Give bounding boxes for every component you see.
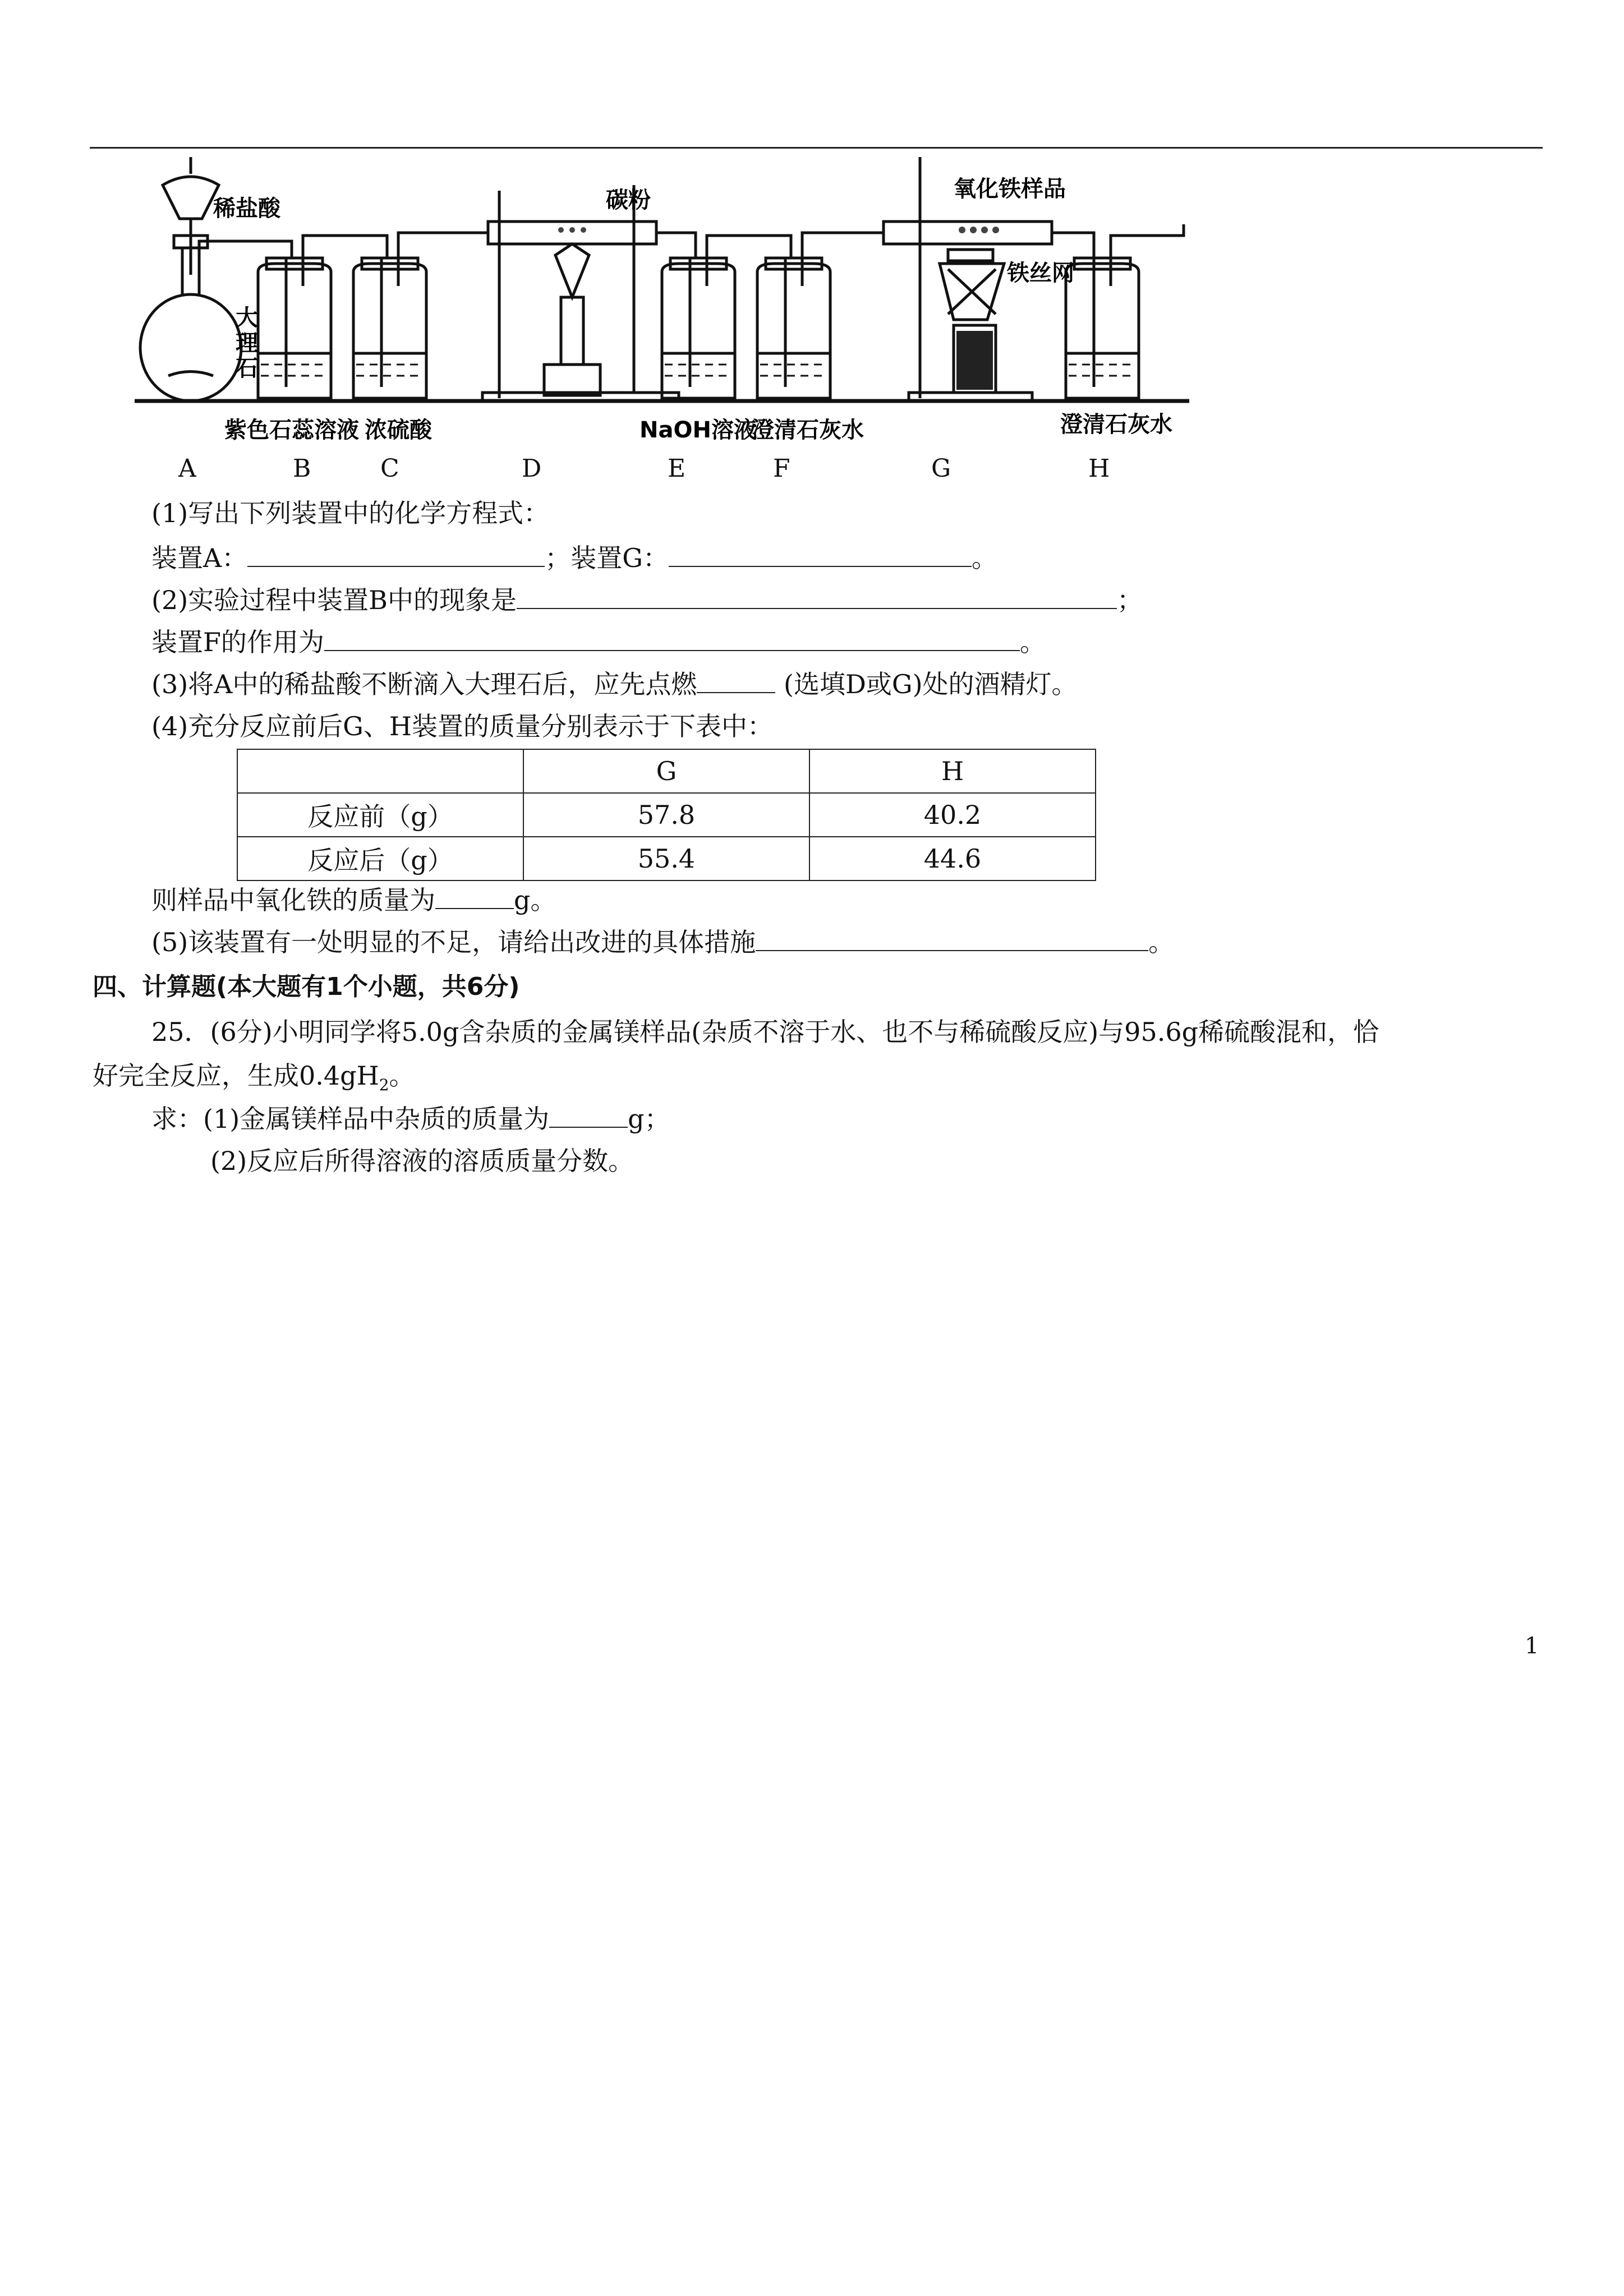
- label-litmus: 紫色石蕊溶液: [224, 417, 359, 443]
- table-cell: 反应前（g）: [237, 793, 523, 837]
- apparatus-diagram: [129, 151, 1195, 465]
- q25-line1: 25．(6分)小明同学将5.0g含杂质的金属镁样品(杂质不溶于水、也不与稀硫酸反应)与95.6g稀硫酸混和，恰: [151, 1017, 1379, 1047]
- q1-title: (1)写出下列装置中的化学方程式：: [151, 498, 550, 528]
- header-rule: [90, 147, 1543, 149]
- q3-blank[interactable]: [697, 668, 775, 693]
- q3-line: [151, 667, 1078, 701]
- q25-ask1-blank[interactable]: [549, 1103, 628, 1128]
- letter-b: B: [293, 454, 311, 483]
- page-number: 1: [1525, 1633, 1539, 1659]
- q2-purpose-text: 装置F的作用为: [151, 627, 324, 657]
- q25-ask1-text: 求：(1)金属镁样品中杂质的质量为: [151, 1104, 550, 1134]
- letter-g: G: [931, 454, 951, 483]
- table-row: [237, 793, 1096, 837]
- letter-c: C: [380, 454, 399, 483]
- table-header-cell: G: [523, 749, 809, 793]
- q2-phenomenon-text: (2)实验过程中装置B中的现象是: [151, 585, 517, 615]
- label-conc-sulfuric: 浓硫酸: [365, 417, 432, 443]
- table-cell: 55.4: [523, 837, 809, 880]
- label-limewater-f: 澄清石灰水: [752, 417, 864, 443]
- letter-f: F: [773, 454, 790, 483]
- q1-device-a-blank[interactable]: [247, 542, 545, 567]
- label-marble-3: 石: [236, 356, 258, 381]
- q1-device-g-label: ；装置G：: [545, 543, 669, 573]
- q2-line2-end: 。: [1019, 627, 1046, 657]
- q3-text-before: (3)将A中的稀盐酸不断滴入大理石后，应先点燃: [151, 669, 697, 699]
- table-cell: 57.8: [523, 793, 809, 837]
- q2-line2: [151, 625, 1046, 659]
- mass-table: [237, 749, 1096, 881]
- q1-end: 。: [971, 543, 997, 573]
- q5-text: (5)该装置有一处明显的不足，请给出改进的具体措施: [151, 927, 756, 957]
- q1-answer-line: [151, 541, 997, 575]
- q4-result-text: 则样品中氧化铁的质量为: [151, 885, 435, 915]
- q25-line2: [93, 1059, 415, 1102]
- q25-ask1-unit: g；: [628, 1104, 670, 1134]
- label-carbon-powder: 碳粉: [606, 187, 651, 213]
- q4-result-unit: g。: [514, 885, 556, 915]
- q2-line1: [151, 583, 1143, 617]
- table-header-cell: H: [809, 749, 1096, 793]
- table-cell: 44.6: [809, 837, 1096, 880]
- apparatus-letters: [0, 454, 1624, 488]
- letter-h: H: [1088, 454, 1110, 483]
- q2-purpose-blank[interactable]: [324, 626, 1020, 651]
- table-header-cell: [237, 749, 523, 793]
- flask-a: [140, 294, 241, 401]
- table-row: [237, 837, 1096, 880]
- q1-device-g-blank[interactable]: [669, 542, 972, 567]
- section-heading: 四、计算题(本大题有1个小题，共6分): [93, 972, 520, 1001]
- q5-line: [151, 925, 1174, 959]
- q25-line2-end: 。: [389, 1061, 415, 1091]
- letter-e: E: [668, 454, 686, 483]
- label-wire-gauze: 铁丝网: [1007, 260, 1074, 286]
- table-cell: 反应后（g）: [237, 837, 523, 880]
- q2-phenomenon-blank[interactable]: [517, 584, 1117, 609]
- q4-result-line: [151, 883, 556, 917]
- q3-text-after: (选填D或G)处的酒精灯。: [784, 669, 1078, 699]
- q5-blank[interactable]: [756, 926, 1148, 951]
- q1-device-a-label: 装置A：: [151, 543, 248, 573]
- q25-line2-text: 好完全反应，生成0.4gH: [93, 1061, 379, 1091]
- table-cell: 40.2: [809, 793, 1096, 837]
- letter-d: D: [522, 454, 542, 483]
- label-marble-2: 理: [236, 330, 258, 356]
- letter-a: A: [178, 454, 196, 483]
- q5-end: 。: [1148, 927, 1175, 957]
- label-marble-1: 大: [236, 305, 258, 331]
- label-dilute-hcl: 稀盐酸: [213, 196, 280, 222]
- table-header-row: [237, 749, 1096, 793]
- q4-title: (4)充分反应前后G、H装置的质量分别表示于下表中：: [151, 711, 774, 741]
- label-naoh: NaOH溶液: [640, 417, 756, 443]
- label-limewater-h: 澄清石灰水: [1060, 412, 1172, 437]
- q25-subscript: 2: [379, 1076, 389, 1095]
- burner-g: [956, 331, 993, 390]
- q2-line1-end: ；: [1116, 585, 1143, 615]
- q4-result-blank[interactable]: [435, 884, 514, 909]
- label-iron-oxide-sample: 氧化铁样品: [954, 176, 1066, 202]
- q25-ask2: (2)反应后所得溶液的溶质质量分数。: [210, 1146, 634, 1176]
- q25-ask1: [151, 1102, 670, 1136]
